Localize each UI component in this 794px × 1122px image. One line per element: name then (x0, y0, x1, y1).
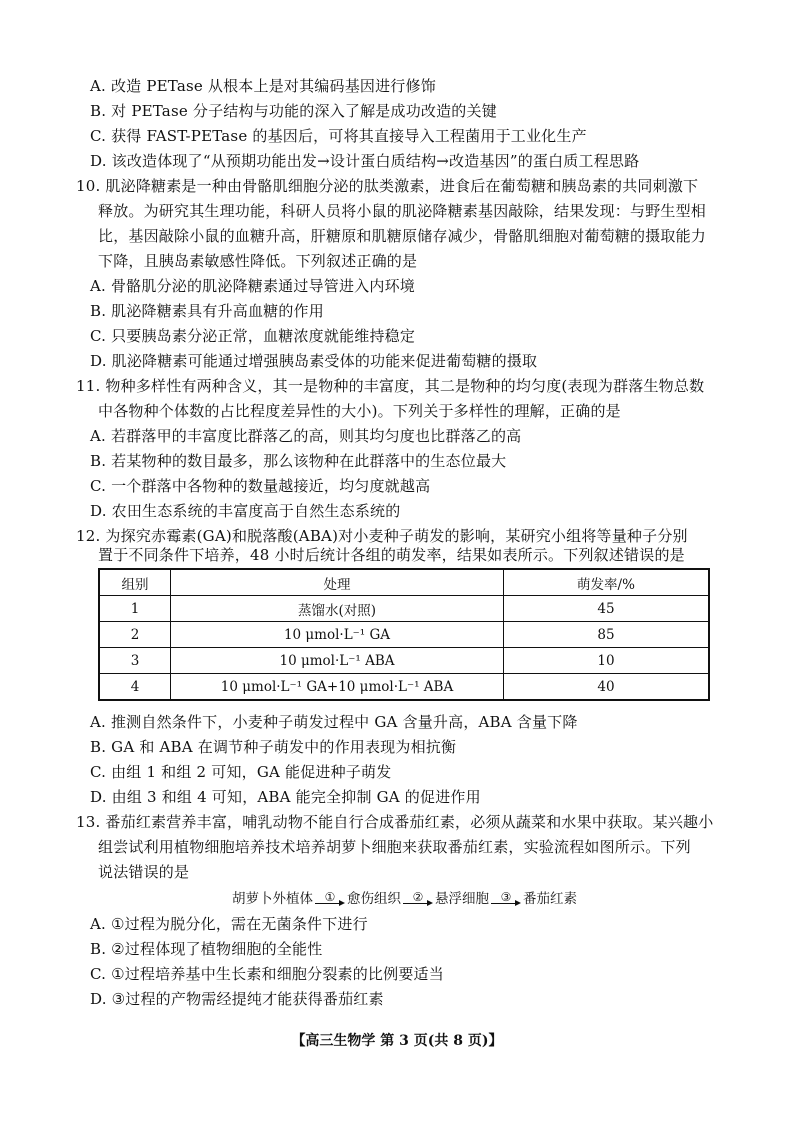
flow-step-label: ② (412, 890, 424, 904)
q13-option-c: C. ①过程培养基中生长素和细胞分裂素的比例要适当 (90, 965, 444, 983)
q9-option-c: C. 获得 FAST-PETase 的基因后，可将其直接导入工程菌用于工业化生产 (90, 127, 587, 145)
q12-option-d: D. 由组 3 和组 4 可知，ABA 能完全抑制 GA 的促进作用 (90, 788, 481, 806)
q11-option-c: C. 一个群落中各物种的数量越接近，均匀度就越高 (90, 477, 431, 495)
table-header-cell: 萌发率/% (504, 569, 710, 596)
table-row (99, 648, 709, 674)
q13-option-d: D. ③过程的产物需经提纯才能获得番茄红素 (90, 990, 384, 1008)
table-header-row (99, 569, 709, 596)
flow-node: 悬浮细胞 (435, 891, 489, 907)
q10-stem-line: 下降，且胰岛素敏感性降低。下列叙述正确的是 (98, 252, 418, 270)
q10-stem-line: 比，基因敲除小鼠的血糖升高，肝糖原和肌糖原储存减少，骨骼肌细胞对葡萄糖的摄取能力 (98, 227, 707, 245)
q11-option-b: B. 若某物种的数目最多，那么该物种在此群落中的生态位最大 (90, 452, 507, 470)
q12-option-a: A. 推测自然条件下，小麦种子萌发过程中 GA 含量升高，ABA 含量下降 (90, 713, 578, 731)
table-cell: 4 (99, 674, 171, 701)
flow-arrow (315, 891, 345, 909)
table-row (99, 596, 709, 622)
table-cell: 45 (504, 596, 710, 622)
q10-stem-line: 释放。为研究其生理功能，科研人员将小鼠的肌泌降糖素基因敲除，结果发现：与野生型相 (98, 202, 707, 220)
flow-step-label: ③ (500, 890, 512, 904)
q13-stem-line: 说法错误的是 (98, 863, 190, 881)
q12-stem-line: 12. 为探究赤霉素(GA)和脱落酸(ABA)对小麦种子萌发的影响，某研究小组将等量种子分别 (76, 527, 688, 545)
flow-arrow (491, 891, 521, 909)
table-header-cell: 处理 (171, 569, 504, 596)
table-cell: 40 (504, 674, 710, 701)
arrow-icon (315, 899, 345, 909)
flow-arrow (403, 891, 433, 909)
q12-option-c: C. 由组 1 和组 2 可知，GA 能促进种子萌发 (90, 763, 392, 781)
q9-option-b: B. 对 PETase 分子结构与功能的深入了解是成功改造的关键 (90, 102, 497, 120)
q10-option-b: B. 肌泌降糖素具有升高血糖的作用 (90, 302, 324, 320)
q13-stem-line: 组尝试利用植物细胞培养技术培养胡萝卜细胞来获取番茄红素，实验流程如图所示。下列 (98, 838, 691, 856)
table-cell: 1 (99, 596, 171, 622)
table-cell: 85 (504, 622, 710, 648)
q10-option-d: D. 肌泌降糖素可能通过增强胰岛素受体的功能来促进葡萄糖的摄取 (90, 352, 538, 370)
arrow-icon (491, 899, 521, 909)
q12-stem-line: 置于不同条件下培养，48 小时后统计各组的萌发率，结果如表所示。下列叙述错误的是 (98, 546, 685, 564)
q11-option-a: A. 若群落甲的丰富度比群落乙的高，则其均匀度也比群落乙的高 (90, 427, 522, 445)
table-row (99, 674, 709, 701)
flow-diagram (232, 889, 577, 909)
table-header-cell: 组别 (99, 569, 171, 596)
germination-table (98, 568, 710, 701)
table-row (99, 622, 709, 648)
table-cell: 蒸馏水(对照) (171, 596, 504, 622)
table-cell: 3 (99, 648, 171, 674)
q10-stem-line: 10. 肌泌降糖素是一种由骨骼肌细胞分泌的肽类激素，进食后在葡萄糖和胰岛素的共同刺激下 (76, 177, 699, 195)
page-footer: 【高三生物学 第 3 页(共 8 页)】 (291, 1033, 503, 1049)
table-cell: 10 μmol·L⁻¹ GA+10 μmol·L⁻¹ ABA (171, 674, 504, 701)
flow-node: 番茄红素 (523, 891, 577, 907)
arrow-icon (403, 899, 433, 909)
table-cell: 2 (99, 622, 171, 648)
flow-node: 愈伤组织 (347, 891, 401, 907)
q9-option-d: D. 该改造体现了“从预期功能出发→设计蛋白质结构→改造基因”的蛋白质工程思路 (90, 152, 640, 170)
q11-stem-line: 11. 物种多样性有两种含义，其一是物种的丰富度，其二是物种的均匀度(表现为群落生物总数 (76, 377, 705, 395)
table-cell: 10 μmol·L⁻¹ GA (171, 622, 504, 648)
flow-node: 胡萝卜外植体 (232, 891, 313, 907)
q12-option-b: B. GA 和 ABA 在调节种子萌发中的作用表现为相抗衡 (90, 738, 457, 756)
q13-stem-line: 13. 番茄红素营养丰富，哺乳动物不能自行合成番茄红素，必须从蔬菜和水果中获取。某兴趣小 (76, 813, 714, 831)
flow-step-label: ① (324, 890, 336, 904)
q11-option-d: D. 农田生态系统的丰富度高于自然生态系统的 (90, 502, 401, 520)
q13-option-a: A. ①过程为脱分化，需在无菌条件下进行 (90, 915, 368, 933)
q10-option-c: C. 只要胰岛素分泌正常，血糖浓度就能维持稳定 (90, 327, 416, 345)
table-cell: 10 μmol·L⁻¹ ABA (171, 648, 504, 674)
q9-option-a: A. 改造 PETase 从根本上是对其编码基因进行修饰 (90, 77, 436, 95)
q10-option-a: A. 骨骼肌分泌的肌泌降糖素通过导管进入内环境 (90, 277, 415, 295)
q13-option-b: B. ②过程体现了植物细胞的全能性 (90, 940, 323, 958)
q11-stem-line: 中各物种个体数的占比程度差异性的大小)。下列关于多样性的理解，正确的是 (98, 402, 621, 420)
table-cell: 10 (504, 648, 710, 674)
